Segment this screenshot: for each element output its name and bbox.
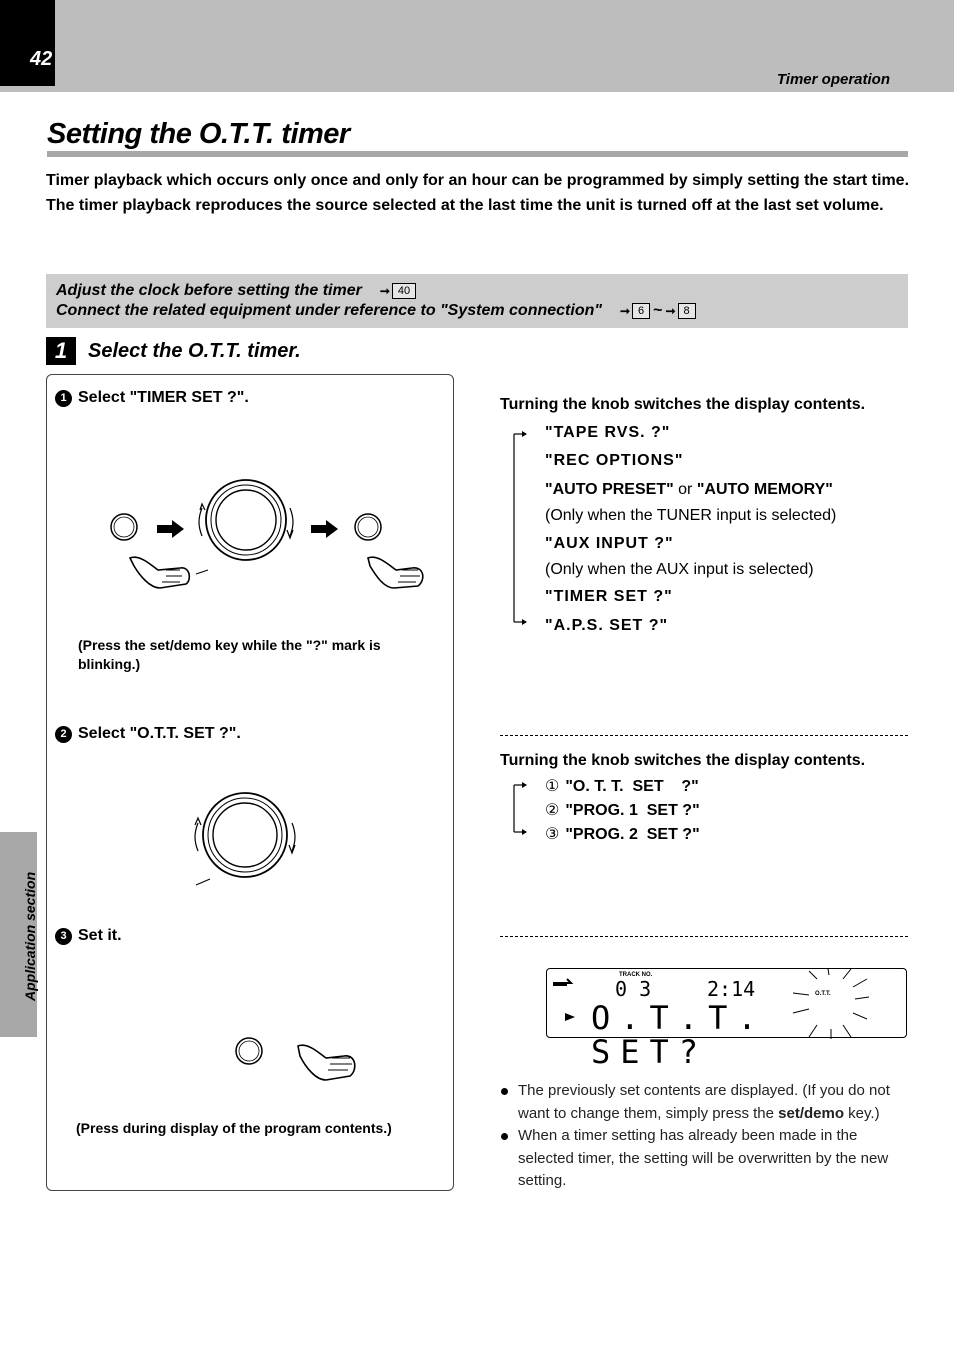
- option-rec-options: "REC OPTIONS": [545, 452, 684, 469]
- page-number-box: [0, 0, 55, 86]
- side-tab-label: Application section: [22, 871, 38, 1001]
- lcd-main-text: O.T.T. SET?: [591, 999, 767, 1071]
- substep-3: [55, 927, 122, 945]
- set-demo-key-icon: [355, 514, 381, 540]
- option-or: or: [678, 481, 693, 498]
- arrow-right-icon: [157, 520, 184, 538]
- illustration-select-ott: [180, 785, 310, 890]
- notes-list: [500, 1080, 910, 1193]
- prereq-line-connection: [56, 301, 898, 321]
- prerequisite-box: [46, 274, 908, 328]
- note-aux: (Only when the AUX input is selected): [545, 561, 814, 578]
- option-auto-memory-text: "AUTO MEMORY": [696, 481, 833, 498]
- option-tape-rvs: "TAPE RVS. ?": [545, 424, 671, 441]
- track-number: 0 3: [615, 977, 652, 1001]
- cycle-bracket-icon: [508, 780, 530, 838]
- option-auto-preset-text: "AUTO PRESET": [545, 481, 674, 498]
- page-number: 42: [30, 48, 53, 70]
- page-ref-link[interactable]: 40: [392, 283, 416, 299]
- option-text: "PROG. 2 SET ?": [565, 826, 700, 843]
- page-ref-link[interactable]: 8: [678, 303, 696, 319]
- prereq-connection-text: Connect the related equipment under reference to "System connection": [56, 302, 602, 319]
- illustration-select-timer: [100, 470, 440, 600]
- step-heading: [46, 337, 301, 365]
- substep-1: [55, 389, 249, 407]
- ref-arrow-icon: ➞: [619, 304, 631, 318]
- play-indicator-icon: [553, 979, 571, 985]
- option-aps-set: "A.P.S. SET ?": [545, 617, 669, 634]
- set-demo-key-icon: [236, 1038, 262, 1064]
- note-text: key.): [844, 1104, 880, 1122]
- knob-heading-2: Turning the knob switches the display contents.: [500, 752, 866, 769]
- multi-control-knob-icon: [196, 480, 293, 574]
- option-aux-input: "AUX INPUT ?": [545, 535, 674, 552]
- ref-arrow-icon: ➞: [665, 304, 676, 318]
- range-separator: ~: [653, 302, 663, 319]
- note-item: [500, 1080, 910, 1125]
- track-no-label: TRACK NO.: [619, 972, 653, 978]
- arrow-indicator-icon: [565, 1013, 575, 1021]
- pointing-hand-icon: [368, 557, 423, 588]
- multi-control-knob-icon: [195, 793, 295, 885]
- step-number: 1: [46, 337, 76, 365]
- section-label: Timer operation: [776, 71, 890, 88]
- substep-3-note: (Press during display of the program contents.): [76, 1120, 392, 1136]
- note-tuner: (Only when the TUNER input is selected): [545, 507, 837, 524]
- page-title: Setting the O.T.T. timer: [47, 118, 350, 150]
- ott-indicator: O.T.T.: [815, 991, 831, 997]
- prereq-line-clock: [56, 281, 898, 301]
- option-auto-preset: [545, 481, 833, 499]
- option-text: "PROG. 1 SET ?": [565, 802, 700, 819]
- arrow-right-icon: [311, 520, 338, 538]
- option-index: ①: [545, 778, 560, 795]
- substep-1-note: (Press the set/demo key while the "?" mark is blinking.): [78, 637, 381, 672]
- substep-number: 1: [55, 390, 72, 407]
- note-item: When a timer setting has already been made in the selected timer, the setting will be overwritten by the new setting.: [500, 1125, 910, 1193]
- cycle-bracket-icon: [508, 428, 530, 628]
- substep-label: Select "TIMER SET ?".: [78, 389, 249, 406]
- substep-label: Set it.: [78, 927, 122, 944]
- divider: [500, 735, 908, 736]
- prereq-clock-text: Adjust the clock before setting the timer: [56, 282, 362, 299]
- step-title: Select the O.T.T. timer.: [88, 339, 301, 362]
- option-prog1-set: [545, 800, 700, 820]
- note-text: The previously set contents are displayed. (If you do not want to change them, simply press the: [518, 1082, 890, 1122]
- option-index: ③: [545, 826, 560, 843]
- knob-heading-1: Turning the knob switches the display contents.: [500, 396, 866, 413]
- pointing-hand-icon: [298, 1045, 355, 1080]
- pointing-hand-icon: [130, 557, 189, 588]
- set-demo-key-label: set/demo: [778, 1104, 844, 1122]
- option-ott-set: [545, 776, 699, 796]
- time-display: 2:14: [707, 977, 756, 1001]
- set-demo-key-icon: [111, 514, 137, 540]
- lcd-display: [546, 968, 907, 1071]
- option-index: ②: [545, 802, 560, 819]
- divider: [500, 936, 908, 937]
- substep-number: 2: [55, 726, 72, 743]
- option-text: "O. T. T. SET ?": [565, 778, 699, 795]
- page-ref-link[interactable]: 6: [632, 303, 650, 319]
- substep-number: 3: [55, 928, 72, 945]
- title-rule: [47, 151, 908, 157]
- option-prog2-set: [545, 824, 700, 844]
- substep-2: [55, 725, 241, 743]
- option-timer-set: "TIMER SET ?": [545, 588, 673, 605]
- illustration-set: [230, 1030, 370, 1090]
- ref-arrow-icon: ➞: [379, 284, 390, 298]
- substep-label: Select "O.T.T. SET ?".: [78, 725, 241, 742]
- intro-text: Timer playback which occurs only once and only for an hour can be programmed by simply setting the start time. The timer playback reproduces the source selected at the last time the unit is turned off at the last set volume.: [46, 172, 910, 214]
